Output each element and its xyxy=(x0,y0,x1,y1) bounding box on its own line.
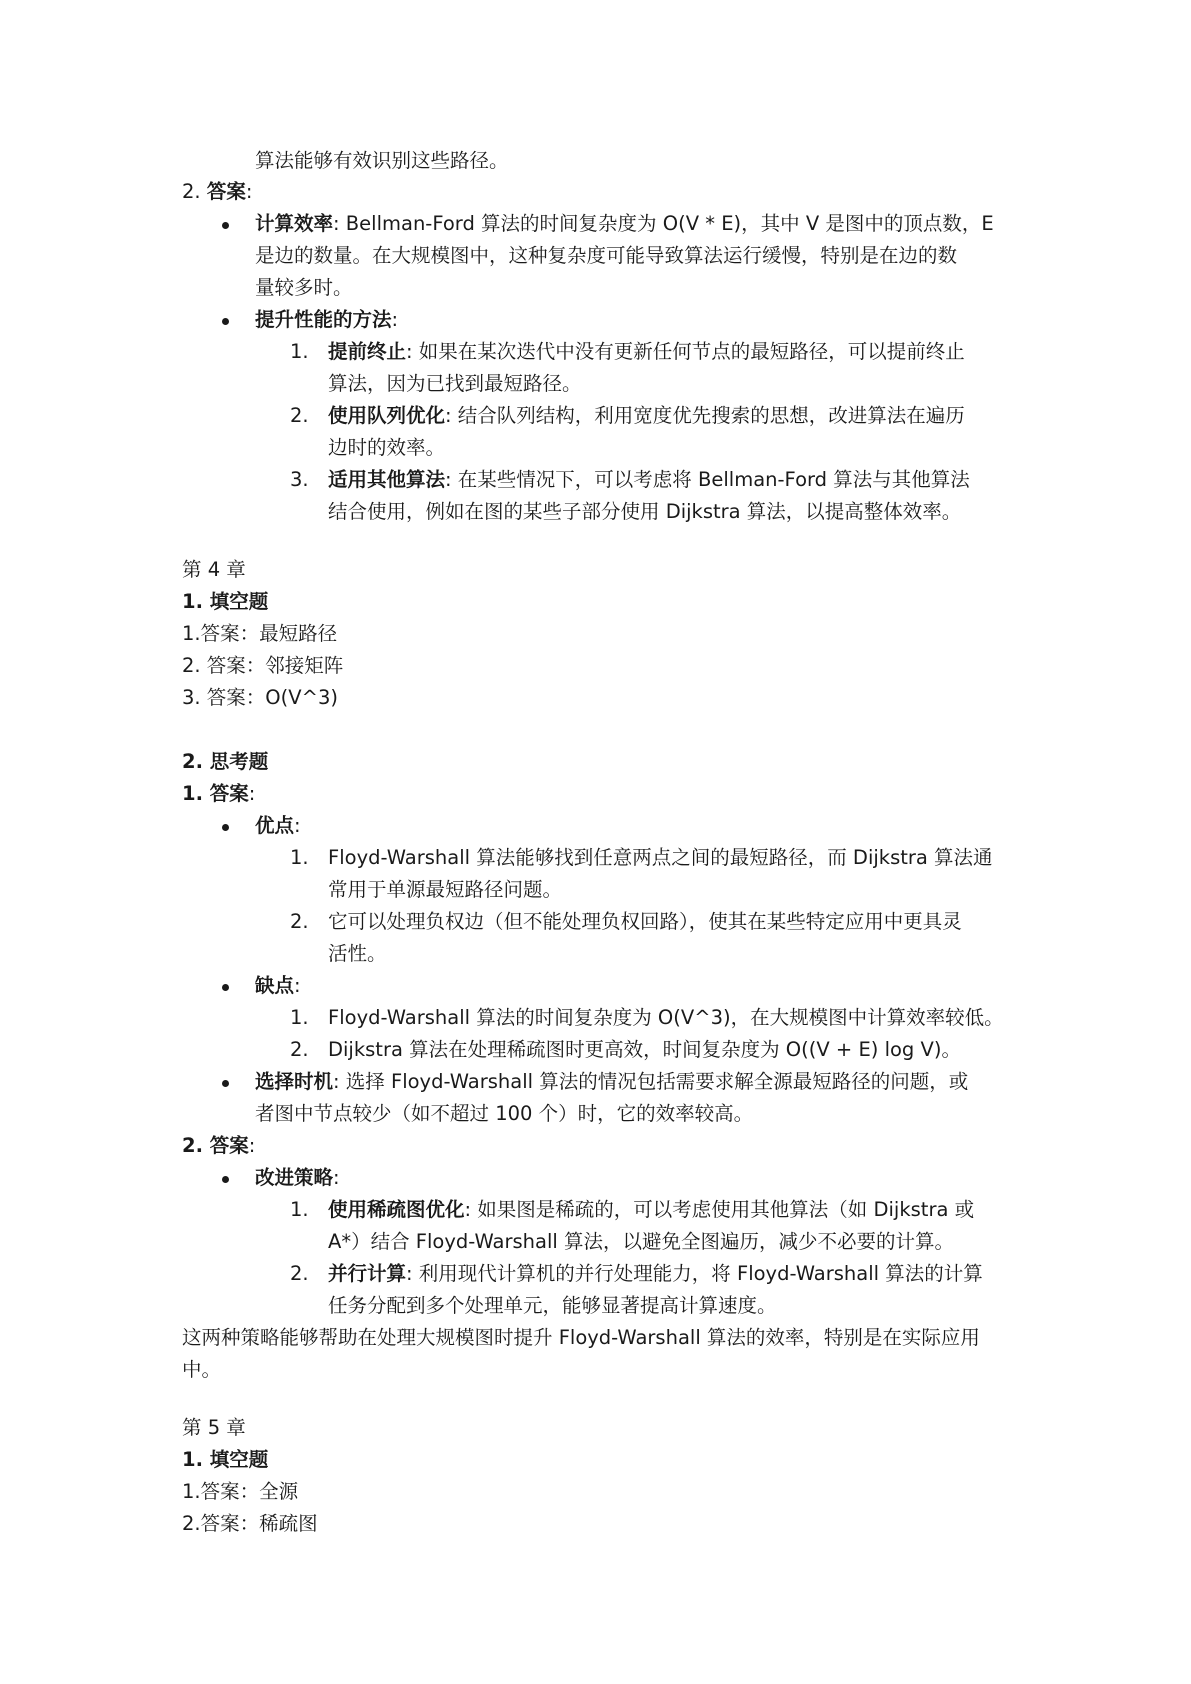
improve-heading: 提升性能的方法: xyxy=(255,308,399,331)
colon: : xyxy=(245,180,253,203)
ch5-fill-answer-2: 2.答案：稀疏图 xyxy=(182,1512,318,1535)
summary-line-1: 这两种策略能够帮助在处理大规模图时提升 Floyd-Warshall 算法的效率，特别是在实际应用 xyxy=(182,1326,980,1349)
improve-item-1-line-1: 提前终止: 如果在某次迭代中没有更新任何节点的最短路径，可以提前终止 xyxy=(328,340,965,363)
ch4-fill-heading: 1. 填空题 xyxy=(182,590,269,613)
cons-label: 缺点 xyxy=(255,974,295,997)
strategy-item-2-num: 2. xyxy=(290,1262,309,1285)
pros-item-1-line-1: Floyd-Warshall 算法能够找到任意两点之间的最短路径，而 Dijkstra 算法通 xyxy=(328,846,993,869)
efficiency-text: Bellman-Ford 算法的时间复杂度为 O(V * E)，其中 V 是图中的顶点数，E xyxy=(345,212,994,235)
pros-label: 优点 xyxy=(255,814,295,837)
pros-item-2-line-2: 活性。 xyxy=(328,942,387,965)
cons-item-1-line-1: Floyd-Warshall 算法的时间复杂度为 O(V^3)，在大规模图中计算效率较低。 xyxy=(328,1006,1004,1029)
bullet-dot xyxy=(222,222,229,229)
answer-label: 答案 xyxy=(206,180,246,203)
cons-item-2-line-1: Dijkstra 算法在处理稀疏图时更高效，时间复杂度为 O((V + E) log V)。 xyxy=(328,1038,961,1061)
ch4-q2-heading: 2. 答案: xyxy=(182,1134,256,1157)
timing-line-2: 者图中节点较少（如不超过 100 个）时，它的效率较高。 xyxy=(255,1102,754,1125)
bullet-dot xyxy=(222,1080,229,1087)
ch4-fill-answer-1: 1.答案：最短路径 xyxy=(182,622,338,645)
timing-line-1: 选择时机: 选择 Floyd-Warshall 算法的情况包括需要求解全源最短路径的问题，或 xyxy=(255,1070,969,1093)
improve-item-3-num: 3. xyxy=(290,468,309,491)
efficiency-label: 计算效率 xyxy=(255,212,334,235)
timing-label: 选择时机 xyxy=(255,1070,334,1093)
strategy-item-2-line-1: 并行计算: 利用现代计算机的并行处理能力，将 Floyd-Warshall 算法的计算 xyxy=(328,1262,983,1285)
strategy-item-1-line-2: A*）结合 Floyd-Warshall 算法，以避免全图遍历，减少不必要的计算。 xyxy=(328,1230,955,1253)
improve-item-1-num: 1. xyxy=(290,340,309,363)
efficiency-line-2: 是边的数量。在大规模图中，这种复杂度可能导致算法运行缓慢，特别是在边的数 xyxy=(255,244,958,267)
strategy-item-2-line-2: 任务分配到多个处理单元，能够显著提高计算速度。 xyxy=(328,1294,777,1317)
cons-item-2-num: 2. xyxy=(290,1038,309,1061)
improve-item-2-line-1: 使用队列优化: 结合队列结构，利用宽度优先搜索的思想，改进算法在遍历 xyxy=(328,404,965,427)
improve-label: 提升性能的方法 xyxy=(255,308,392,331)
pros-heading: 优点: xyxy=(255,814,301,837)
answer-2-heading xyxy=(182,177,252,207)
strategy-label: 改进策略 xyxy=(255,1166,334,1189)
strategy-item-1-line-1: 使用稀疏图优化: 如果图是稀疏的，可以考虑使用其他算法（如 Dijkstra 或 xyxy=(328,1198,975,1221)
item-number: 2. xyxy=(182,180,201,203)
pros-item-1-line-2: 常用于单源最短路径问题。 xyxy=(328,878,563,901)
pros-item-1-num: 1. xyxy=(290,846,309,869)
improve-item-3-line-2: 结合使用，例如在图的某些子部分使用 Dijkstra 算法，以提高整体效率。 xyxy=(328,500,962,523)
improve-item-1-line-2: 算法，因为已找到最短路径。 xyxy=(328,372,582,395)
ch4-q1-heading: 1. 答案: xyxy=(182,782,256,805)
ch5-fill-answer-1: 1.答案：全源 xyxy=(182,1480,299,1503)
ch4-think-heading: 2. 思考题 xyxy=(182,750,269,773)
strategy-heading: 改进策略: xyxy=(255,1166,340,1189)
bullet-dot xyxy=(222,984,229,991)
efficiency-line-3: 量较多时。 xyxy=(255,276,353,299)
bullet-dot xyxy=(222,318,229,325)
improve-item-3-line-1: 适用其他算法: 在某些情况下，可以考虑将 Bellman-Ford 算法与其他算法 xyxy=(328,468,970,491)
pros-item-2-line-1: 它可以处理负权边（但不能处理负权回路），使其在某些特定应用中更具灵 xyxy=(328,910,962,933)
improve-item-2-num: 2. xyxy=(290,404,309,427)
improve-item-2-line-2: 边时的效率。 xyxy=(328,436,446,459)
bullet-dot xyxy=(222,824,229,831)
summary-line-2: 中。 xyxy=(182,1358,222,1381)
bullet-dot xyxy=(222,1176,229,1183)
cons-heading: 缺点: xyxy=(255,974,301,997)
continuation-line: 算法能够有效识别这些路径。 xyxy=(255,149,509,172)
cons-item-1-num: 1. xyxy=(290,1006,309,1029)
chapter-4-title: 第 4 章 xyxy=(182,558,246,581)
pros-item-2-num: 2. xyxy=(290,910,309,933)
ch4-fill-answer-3: 3. 答案：O(V^3) xyxy=(182,686,338,709)
ch4-fill-answer-2: 2. 答案：邻接矩阵 xyxy=(182,654,344,677)
chapter-5-title: 第 5 章 xyxy=(182,1416,246,1439)
strategy-item-1-num: 1. xyxy=(290,1198,309,1221)
efficiency-line-1: 计算效率: Bellman-Ford 算法的时间复杂度为 O(V * E)，其中 V 是图中的顶点数，E xyxy=(255,212,994,235)
ch5-fill-heading: 1. 填空题 xyxy=(182,1448,269,1471)
